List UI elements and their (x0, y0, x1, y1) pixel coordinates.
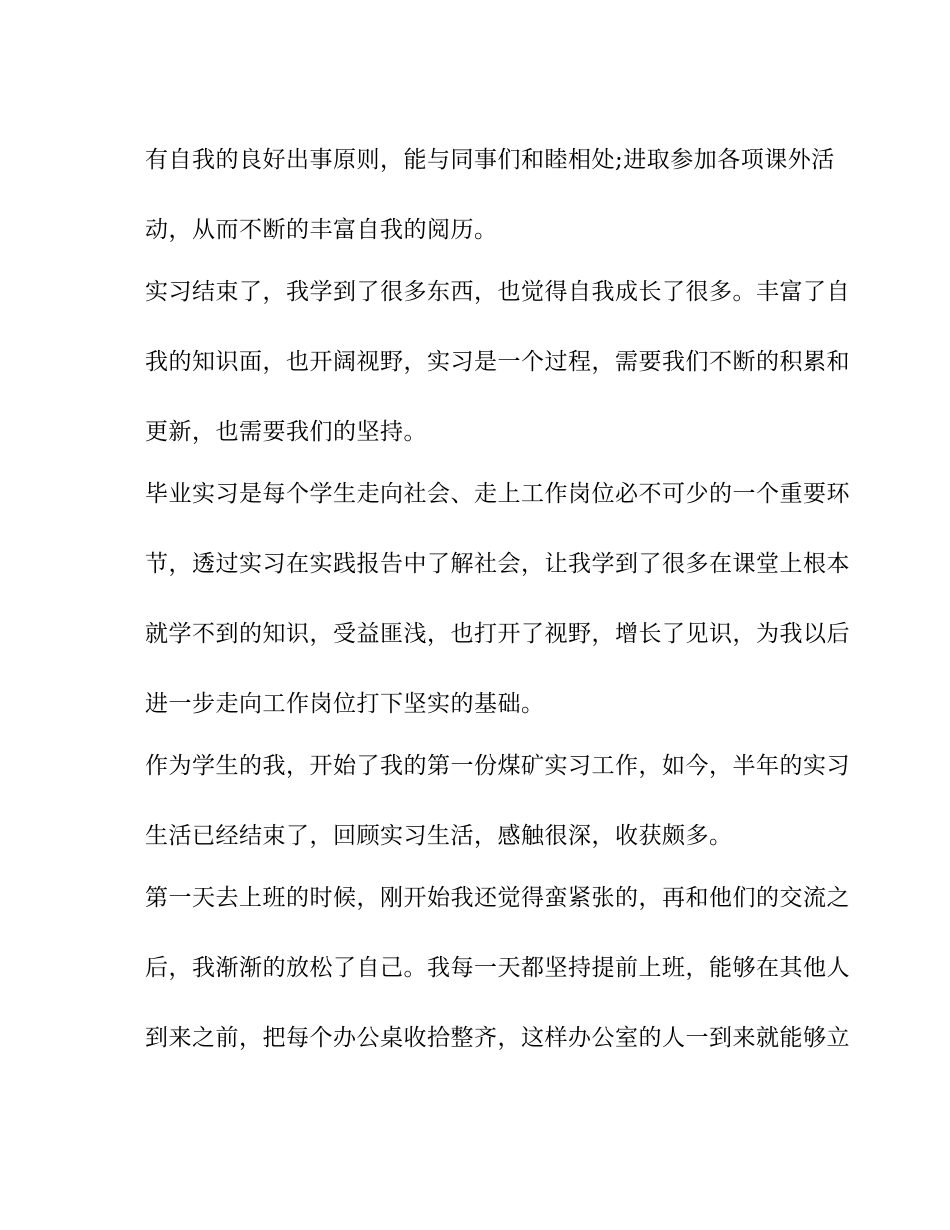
text-line: 作为学生的我，开始了我的第一份煤矿实习工作，如今，半年的实习 (145, 753, 850, 779)
text-line: 生活已经结束了，回顾实习生活，感触很深，收获颇多。 (145, 823, 733, 849)
text-line: 实习结束了，我学到了很多东西，也觉得自我成长了很多。丰富了自 (145, 279, 850, 305)
text-line: 到来之前，把每个办公桌收拾整齐，这样办公室的人一到来就能够立 (145, 1025, 850, 1051)
text-line: 我的知识面，也开阔视野，实习是一个过程，需要我们不断的积累和 (145, 349, 850, 375)
text-line: 就学不到的知识，受益匪浅，也打开了视野，增长了见识，为我以后 (145, 621, 850, 647)
text-line: 动，从而不断的丰富自我的阅历。 (145, 217, 498, 243)
text-line: 更新，也需要我们的坚持。 (145, 419, 427, 445)
text-line: 有自我的良好出事原则，能与同事们和睦相处;进取参加各项课外活 (145, 147, 835, 173)
text-line: 后，我渐渐的放松了自己。我每一天都坚持提前上班，能够在其他人 (145, 955, 850, 981)
text-line: 第一天去上班的时候，刚开始我还觉得蛮紧张的，再和他们的交流之 (145, 885, 850, 911)
text-line: 进一步走向工作岗位打下坚实的基础。 (145, 691, 545, 717)
text-line: 节，透过实习在实践报告中了解社会，让我学到了很多在课堂上根本 (145, 551, 850, 577)
text-line: 毕业实习是每个学生走向社会、走上工作岗位必不可少的一个重要环 (145, 481, 850, 507)
